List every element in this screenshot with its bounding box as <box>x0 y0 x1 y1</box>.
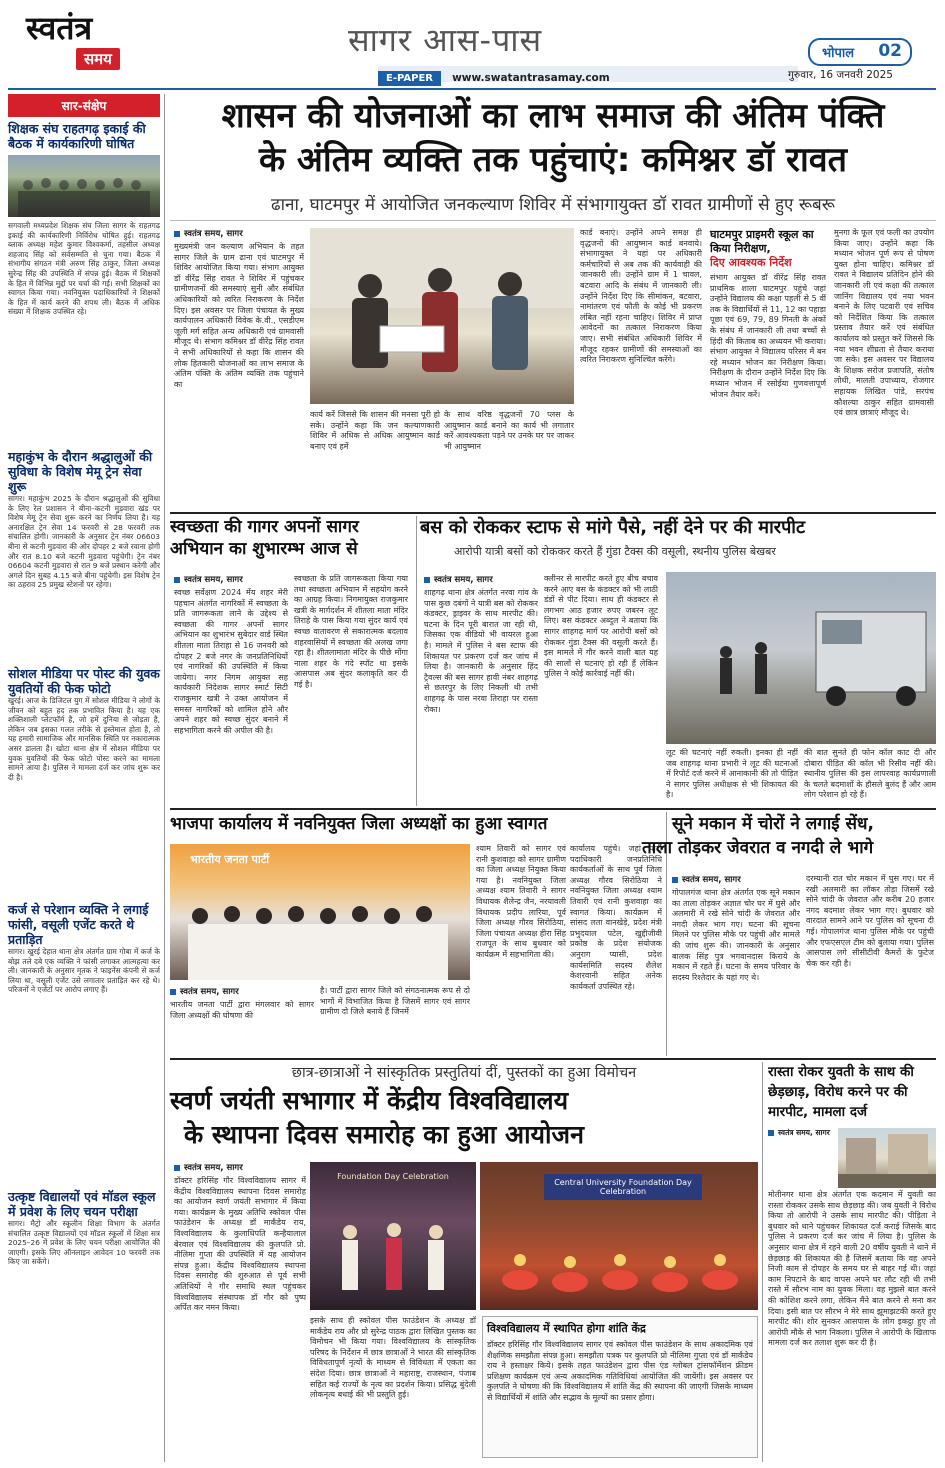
road-col-1: मोतीनगर थाना क्षेत्र अंतर्गत एक कदमान में युवती का रास्ता रोककर उसके साथ छेड़छाड़ की। जब युवती ने विरोध किया तो आरोपी ने उसके साथ मारपीट की। पीड़िता ने बुधवार को थाने पहुंचकर शिकायत दर्ज कराई जिसके बाद पुलिस ने प्रकरण दर्ज कर जांच में लिया है। पुलिस के अनुसार थाना क्षेत्र में रहने वाली 20 वर्षीय युवती ने थाने में छेड़छाड़ की शिकायत की है जिसमें बताया कि वह अपने निजी काम से दोपहर के समय घर से बाहर गई थी। जहां काम निपटाने के बाद वापस अपने घर लौट रही थी तभी रास्ते में सौरभ नाम का युवक मिला। वह मुझसे बात करने की कोशिश करने लगा, लेकिन मैंने बात करने से मना कर दिया। इसी बात पर सौरभ ने मेरे साथ झूमाझटकी करते हुए मारपीट की। शोर सुनकर आसपास के लोग इकट्ठा हुए तो आरोपी मौके से भाग निकला। पुलिस ने आरोपी के खिलाफ मामला दर्ज कर तलाश शुरू कर दी है। <box>768 1190 936 1348</box>
road-byline: स्वतंत्र समय, सागर <box>768 1128 834 1138</box>
road-story <box>768 1062 936 1462</box>
epaper-label: E-PAPER <box>378 71 441 86</box>
group-photo-icon <box>8 155 160 217</box>
swachhata-byline: स्वतंत्र समय, सागर <box>174 574 288 585</box>
lead-headline-line2: के अंतिम व्यक्ति तक पहुंचाएं: कमिश्नर डॉ रावत <box>258 140 848 180</box>
univ-box-body: डॉक्टर हरिसिंह गौर विश्वविद्यालय सागर एवं स्कोवल पीस फाउंडेशन के साथ अकादमिक एवं शैक्षणिक समझौता संपन्न हुआ। समझौता पत्रक पर कुलपति प्रो नीलिमा गुप्ता एवं डॉ मार्कंडेय राय ने हस्ताक्षर किये। इसके तहत फाउंडेशन द्वारा पीस एंड ग्लोबल ट्रांसफॉर्मेशन फ्रीडम प्रशिक्षण कार्यक्रम एवं अन्य अकादमिक गतिविधियां आयोजित की जायेंगी। इस अवसर पर कुलपति ने घोषणा की कि विश्वविद्यालय में शांति केंद्र की स्थापना की जाएगी जिसके माध्यम से विद्यार्थियों में शांति और सद्भाव के मूल्यों का प्रसार होगा। <box>487 1340 753 1402</box>
bjp-col-2: है। पार्टी द्वारा सागर जिले को संगठनात्मक रूप से दो भागों में विभाजित किया है जिसमें सागर एवं सागर ग्रामीण दो जिले बनाये हैं जिनमें <box>320 986 470 1017</box>
bjp-byline: स्वतंत्र समय, सागर <box>170 986 314 997</box>
party-office-photo-icon <box>170 844 470 980</box>
lead-headline-line1: शासन की योजनाओं का लाभ समाज की अंतिम पंक्ति <box>221 96 885 136</box>
brief-headline-5: उत्कृष्ट विद्यालयों एवं मॉडल स्कूल में प्रवेश के लिए चयन परीक्षा <box>8 1189 156 1219</box>
officials-photo-icon <box>310 228 574 404</box>
lead-col-4: कार्ड बनाएं। उन्होंने अपने समक्ष ही वृद्धजनों की आयुष्मान कार्ड बनवाये। संभागायुक्त ने यहां पर अधिकारी कर्मचारियों से अब तक की कार्यवाही की जानकारी ली। उन्होंने ग्राम में 1 चावल, बटवारा आदि के संबंध में जानकारी ली। उन्होंने निर्देश दिए कि सीमांकन, बटवारा, नामांतरण एवं फौती के कोई भी प्रकरण लंबित नहीं रहना चाहिए। शिविर में प्राप्त आवेदनों का तत्काल निराकरण किया जाए। सभी संबंधित अधिकारी शिविर में मौजूद रहकर ग्रामीणों की समस्याओं का त्वरित निराकरण सुनिश्चित करेंगे। <box>580 228 702 365</box>
lead-col-2: कार्य करें जिससे कि शासन की मनसा पूरी हो सके। उन्होंने कहा कि जन कल्याणकारी शिविर में अधिक से अधिक आयुष्मान कार्ड बनाए एवं हमें <box>310 410 440 451</box>
lead-byline: स्वतंत्र समय, सागर <box>174 228 304 239</box>
lead-photo-shivir <box>310 228 574 404</box>
univ-headline-1: स्वर्ण जयंती सभागार में केंद्रीय विश्वविद्यालय <box>170 1086 569 1115</box>
theft-byline: स्वतंत्र समय, सागर <box>672 874 800 885</box>
lead-subhead: ढाना, घाटमपुर में आयोजित जनकल्याण शिविर में संभागायुक्त डॉ रावत ग्रामीणों से हुए रूबरू <box>271 195 835 215</box>
bus-photo <box>666 572 936 744</box>
univ-photo-stage <box>310 1162 476 1310</box>
lead-col-5: संभाग आयुक्त डॉ वीरेंद्र सिंह रावत प्राथमिक शाला घाटमपुर पहुंचे जहां उन्होंने विद्यालय की कक्षा पहली से 5 वीं तक के विद्यार्थियों से 11, 12 का पहाड़ा पूछा एवं 69, 79, 89 गिनती के अंकों के संबंध में जानकारी ली तथा बच्चों से हिंदी की किताब का अध्ययन भी कराया। संभाग आयुक्त ने विद्यालय परिसर में बन रहे मध्यान भोजन का निरीक्षण किया। निरीक्षण के दौरान उन्होंने निर्देश दिए कि मध्यान भोजन में रसोईया गुणवत्तापूर्ण भोजन तैयार करें। <box>710 273 826 399</box>
bjp-photo <box>170 844 470 980</box>
univ-byline: स्वतंत्र समय, सागर <box>174 1162 306 1173</box>
univ-photo-dance <box>480 1162 758 1310</box>
bus-byline: स्वतंत्र समय, सागर <box>424 574 538 585</box>
bus-headline: बस को रोककर स्टाफ से मांगे पैसे, नहीं देने पर की मारपीट <box>420 517 806 538</box>
brief-body-4: सागर। खुरई देहात थाना क्षेत्र अंतर्गत ग्राम गोबा में कर्ज के बोझ तले दबे एक व्यक्ति ने फांसी लगाकर आत्महत्या कर ली। जानकारी के अनुसार मृतक ने फाइनेंस कंपनी से कर्ज लिया था, वसूली एजेंट उसे लगातार प्रताड़ित कर रहे थे। परिजनों ने एजेंटों पर आरोप लगाए हैं। <box>8 947 160 995</box>
bjp-headline: भाजपा कार्यालय में नवनियुक्त जिला अध्यक्षों का हुआ स्वागत <box>170 814 548 834</box>
bjp-col-1: भारतीय जनता पार्टी द्वारा मंगलवार को सागर जिला अध्यक्षों की घोषणा की <box>170 1000 314 1020</box>
university-story <box>170 1062 758 1462</box>
page-number: 02 <box>878 41 902 61</box>
swachhata-col-2: स्वच्छता के प्रति जागरूकता किया गया तथा स्वच्छता अभियान में सहयोग करने का आग्रह किया। निगमायुक्त राजकुमार खत्री के मार्गदर्शन में शीतला माता मंदिर तिराहे के पास किया गया सुंदर कार्य एवं स्वच्छ वातावरण से सकारात्मक बदलाव शहरवासियों में स्वच्छता की अलख जगा रहा है। शीतलामाता मंदिर के पीछे मोंगा नाला शहर के गंदे स्पॉट था इसके आसपास अब सुंदर कलाकृति कर दी गई है। <box>294 574 408 689</box>
bjp-story <box>170 812 662 1056</box>
brief-photo-teachers <box>8 155 160 217</box>
brief-body-1: सगवाली मध्यप्रदेश शिक्षक संघ जिला सागर के राहतगढ़ इकाई की कार्यकारिणी निर्विरोध घोषित हुई। राहतगढ़ ब्लाक अध्यक्ष महेश कुमार विश्वकर्मा, तहसील अध्यक्ष शहजाद सिंह को सर्वसम्मति से चुना गया। बैठक में संभागीय संगठन मंत्री अरुण सिंह ठाकुर, जिला अध्यक्ष सुरेन्द्र सिंह की उपस्थिति में संपन्न हुई। बैठक में शिक्षकों के हित में विभिन्न मुद्दों पर चर्चा की गई। सभी शिक्षकों का स्वागत किया गया। नवनियुक्त पदाधिकारियों ने शिक्षकों के हित में कार्य करने की शपथ ली। बैठक में अधिक संख्या में शिक्षक उपस्थित रहे। <box>8 221 160 317</box>
univ-kicker: छात्र-छात्राओं ने सांस्कृतिक प्रस्तुतियां दीं, पुस्तकों का हुआ विमोचन <box>291 1065 637 1081</box>
logo <box>26 10 156 76</box>
theft-story <box>642 812 936 1056</box>
univ-dance-banner: Central University Foundation Day Celebration <box>544 1174 702 1200</box>
theft-col-1: गोपालगंज थाना क्षेत्र अंतर्गत एक सूने मकान का ताला तोड़कर अज्ञात चोर घर में घुसे और अलमारी में रखे सोने चांदी के जेवरात और नगदी लेकर भाग गए। घटना की सूचना मिलने पर पुलिस मौके पर पहुंची और मामले की जांच शुरू की। जानकारी के अनुसार बालक सिंह पुत्र भगवानदास किराये के मकान में रहते हैं। घटना के समय परिवार के सदस्य रिश्तेदार के यहां गए थे। <box>672 888 800 982</box>
epaper-bar <box>378 66 798 82</box>
bjp-col-3: श्याम तिवारी को सागर एवं रानी कुशवाहा को सागर ग्रामीण का जिला अध्यक्ष नियुक्त किया गया है। नवनियुक्त जिला अध्यक्ष श्याम तिवारी ने सागर विधायक शैलेन्द्र जैन, नरयावली विधायक प्रदीप लारिया, पूर्व जिला अध्यक्ष गौरव सिरोठिया, जिला पंचायत अध्यक्ष हीरा सिंह राजपूत के साथ बुधवार को कार्यक्रम में सहभागिता की। <box>476 844 566 959</box>
univ-col-2: इसके साथ ही स्कोवल पीस फाउंडेशन के अध्यक्ष डॉ मार्कंडेय राय और प्रो सुरेन्द्र पाठक द्वारा लिखित पुस्तक का विमोचन भी किया गया। विश्वविद्यालय के सांस्कृतिक परिषद के निर्देशन में छात्र छात्राओं ने भारत की सांस्कृतिक विविधतापूर्ण नृत्यों के माध्यम से विविधता में एकता का संदेश दिया। छात्र छात्राओं ने महाराष्ट्र, राजस्थान, पंजाब सहित कई राज्यों के नृत्य का प्रदर्शन किया। प्रसिद्ध बुंदेली लोकनृत्य बधाई की भी प्रस्तुति हुई। <box>310 1316 476 1400</box>
theft-headline-1: सूने मकान में चोरों ने लगाई सेंध, <box>672 814 874 834</box>
brief-body-2: सागर। महाकुंभ 2025 के दौरान श्रद्धालुओं की सुविधा के लिए रेल प्रशासन ने बीना–कटनी मुड़वारा खंड पर विशेष मेमू ट्रेन सेवा शुरू करने का निर्णय लिया है। यह अनारक्षित ट्रेन सेवा 14 फरवरी से 28 फरवरी तक संचालित होगी। जानकारी के अनुसार ट्रेन नंबर 06603 बीना से कटनी मुड़वारा की ओर दोपहर 2 बजे रवाना होगी और रात 8.10 बजे कटनी मुड़वारा पहुंचेगी। ट्रेन नंबर 06604 कटनी मुड़वारा से रात 9 बजे प्रस्थान करेगी और अगले दिन सुबह 4.15 बजे बीना पहुंचेगी। इस विशेष ट्रेन का ठहराव 25 प्रमुख स्टेशनों पर रहेगा। <box>8 494 160 590</box>
lead-col-6: मुनगा के फूल एवं फली का उपयोग किया जाए। उन्होंने कहा कि मध्यान भोजन पूर्ण रूप से पोषण युक्त होना चाहिए। कमिश्नर डॉ रावत ने विद्यालय प्रतिदिन होने की जानकारी ली एवं कक्षा की तत्काल जानिंग विद्यालय एवं नया भवन बनाने के लिए पटवारी एवं सचिव को निर्देशित किया कि तत्काल प्रस्ताव तैयार करें एवं संबंधित कार्यालय को प्रस्तुत करें जिससे कि नया भवन शीघ्रता से तैयार कराया जा सके। इस अवसर पर विद्यालय के शिक्षक सरोज प्रजापति, संतोष लोधी, मालती उपाध्याय, रोजगार सहायक लिखित पांडे, सरपंच कौशल्या ठाकुर सहित ग्रामवासी एवं छात्र छात्राएं मौजूद थे। <box>834 228 934 418</box>
site-url[interactable]: www.swatantrasamay.com <box>452 72 610 84</box>
brief-headline-3: सोशल मीडिया पर पोस्ट की युवक युवतियों की फेक फोटो <box>8 666 160 696</box>
brief-headline-4: कर्ज से परेशान व्यक्ति ने लगाई फांसी, वसूली एजेंट करते थे प्रताड़ित <box>8 902 149 947</box>
issue-date: गुरुवार, 16 जनवरी 2025 <box>788 69 893 81</box>
bus-col-3: लूट की घटनाएं नहीं रुकती। इनका ही नहीं जब शाहगढ़ थाना प्रभारी ने लूट की घटनाओं में रिपोर्ट दर्ज करने में आनाकानी की तो पीड़ित ने सागर पुलिस अधीक्षक से भी शिकायत की है। <box>666 748 798 800</box>
bus-story <box>420 516 936 806</box>
section-title: सागर आस-पास <box>348 21 543 59</box>
swachhata-col-1: स्वच्छ सर्वेक्षण 2024 मेंय शहर मेरी पहचान अंतर्गत नागरिकों में स्वच्छता के प्रति जागरूकता लाने के उद्देश्य से स्वच्छता की गागर अपनों सागर अभियान का शुभारंभ सुबेदार वार्ड स्थित शीतला माता तिराहा से 16 जनवरी को दोपहर 2 बजे नगर के जनप्रतिनिधियों एवं नागरिकों की उपस्थिति में किया जायेगा। नगर निगम आयुक्त सह कार्यकारी निदेशक सागर स्मार्ट सिटी राजकुमार खत्री ने उक्त आयोजन में समस्त नागरिकों को शामिल होने और अपने शहर को स्वच्छ सुंदर बनाने में सहभागिता करने की अपील की है। <box>174 588 288 735</box>
univ-box-headline: विश्वविद्यालय में स्थापित होगा शांति केंद्र <box>487 1322 646 1335</box>
bus-col-2: क्लीनर से मारपीट करते हुए बीच बचाव करने आए बस के कंडक्टर को भी लाठी डंडों से पीट दिया। साथ ही कंडक्टर से लगभग आठ हजार रुपए जबरन लूट लिए। बस कंडक्टर अब्दुल ने बताया कि सागर शाहगढ़ मार्ग पर आरोपी बसों को रोककर गुंडा टैक्स की वसूली करते हैं। इस मामले में गौर करने वाली बात यह की सालों से घटनाएं हो रही हैं लेकिन पुलिस ने कोई कार्रवाई नहीं की। <box>544 574 658 679</box>
sidebar-label: सार-संक्षेप <box>8 94 160 117</box>
lead-col-1: मुख्यमंत्री जन कल्याण अभियान के तहत सागर जिले के ग्राम ढाना एवं घाटमपुर में शिविर आयोजित किया गया। संभाग आयुक्त डॉ वीरेंद्र सिंह रावत ने शिविर में पहुंचकर ग्रामीणजनों की समस्याएं सुनी और संबंधित अधिकारियों को त्वरित निराकरण के निर्देश दिए। इस अवसर पर जिला पंचायत के मुख्य कार्यपालन अधिकारी विवेक के.वी., एसडीएम जूली मर्ग सहित अन्य अधिकारी एवं ग्रामवासी मौजूद थे। संभाग कमिश्नर डॉ वीरेंद्र सिंह रावत ने सभी अधिकारियों से कहा कि शासन की लोक हितकारी योजनाओं का लाभ समाज के अंतिम पंक्ति के अंतिम व्यक्ति तक पहुंचाने का <box>174 242 304 389</box>
univ-stage-banner: Foundation Day Celebration <box>337 1172 449 1181</box>
lead-col-3: के साथ वरिष्ठ वृद्धजनों 70 प्लस के आयुष्मान कार्ड बनाने का कार्य भी लगातार करें आवश्यकता पड़ने पर उनके घर पर जाकर भी आयुष्मान <box>444 410 574 451</box>
univ-headline-2: के स्थापना दिवस समारोह का हुआ आयोजन <box>184 1120 584 1149</box>
edition-city: भोपाल <box>822 46 855 61</box>
brief-headline-1: शिक्षक संघ राहतगढ़ इकाई की बैठक में कार्यकारिणी घोषित <box>8 121 146 151</box>
univ-col-1: डॉक्टर हरिसिंह गौर विश्वविद्यालय सागर में केंद्रीय विश्वविद्यालय स्थापना दिवस समारोह का आयोजन स्वर्ण जयंती सभागार में किया गया। कार्यक्रम के मुख्य अतिथि स्कोवल पीस फाउंडेशन के अध्यक्ष डॉ मार्कंडेय राय, विश्वविद्यालय के कुलाधिपति कन्हैयालाल बेरवाल एवं विश्वविद्यालय की कुलपति प्रो. नीलिमा गुप्ता की उपस्थिति में यह आयोजन संपन्न हुआ। केंद्रीय विश्वविद्यालय स्थापना दिवस समारोह की शुरुआत से पूर्व सभी अतिथियों ने गौर समाधि स्थल पहुंचकर विश्वविद्यालय संस्थापक डॉ गौर को पुष्प अर्पित कर नमन किया। <box>174 1176 306 1313</box>
lead-box-headline-1: घाटमपुर प्राइमरी स्कूल का किया निरीक्षण, <box>710 228 814 255</box>
bjp-banner-text: भारतीय जनता पार्टी <box>190 853 270 866</box>
swachhata-story <box>170 516 412 806</box>
brief-body-5: सागर। मैट्रो और स्कूलीन शिक्षा विभाग के अंतर्गत संचालित उत्कृष्ट विद्यालयों एवं मॉडल स्कूलों में शिक्षा सत्र 2025–26 में प्रवेश के लिए चयन परीक्षा आयोजित की जाएगी। इसके लिए ऑनलाइन आवेदन 10 फरवरी तक किए जा सकेंगे। <box>8 1219 160 1267</box>
edition-badge <box>808 38 912 66</box>
sidebar <box>8 94 160 1462</box>
stage-dignitaries-photo-icon <box>310 1162 476 1310</box>
bus-subhead: आरोपी यात्री बसों को रोककर करते हैं गुंडा टैक्स की वसूली, स्थनीय पुलिस बेखबर <box>454 545 776 558</box>
cultural-dance-photo-icon <box>480 1162 758 1310</box>
logo-bottom: समय <box>76 48 120 70</box>
swachhata-headline: स्वच्छता की गागर अपनों सागर अभियान का शुभारम्भ आज से <box>170 517 359 559</box>
bjp-col-4: कार्यालय पहुंचे। जहां पार्टी पदाधिकारी जनप्रतिनिधि कार्यकर्ताओं के साथ पूर्व जिला अध्यक्ष गौरव सिरोठिया ने नवनियुक्त जिला अध्यक्ष श्याम तिवारी एवं रानी कुशवाहा का स्वागत किया। कार्यक्रम में सांसद लता वानखेड़े, प्रदेश मंत्री प्रभुदयाल पटेल, खुद्दीजीवी प्रकोष्ठ के प्रदेश संयोजक अनुराग प्यासी, प्रदेश कार्यसमिति सदस्य शैलेश केशरवानी सहित अनेक कार्यकर्ता उपस्थित रहे। <box>570 844 662 991</box>
theft-headline-2: ताला तोड़कर जेवरात व नगदी ले भागे <box>642 838 874 858</box>
brief-headline-2: महाकुंभ के दौरान श्रद्धालुओं की सुविधा के विशेष मेमू ट्रेन सेवा शुरू <box>8 449 153 494</box>
logo-top: स्वतंत्र <box>26 9 93 47</box>
theft-col-2: दरम्यानी रात चोर मकान में घुस गए। घर में रखी अलमारी का लॉकर तोड़ा जिसमें रखे सोने चांदी के जेवरात और करीब 20 हजार नगद बदमाश लेकर भाग गए। बुधवार को वारदात सामने आने पर पुलिस को सूचना दी गई। गोपालगंज थाना पुलिस मौके पर पहुंची और एफएसएल टीम को बुलाया गया। पुलिस आसपास लगे सीसीटीवी कैमरों के फुटेज चेक कर रही है। <box>806 874 934 968</box>
brief-body-3: खुरई। आज के डिजिटल युग में सोशल मीडिया ने लोगों के जीवन को बहुत हद तक प्रभावित किया है। यह एक शक्तिशाली प्लेटफॉर्म है, जो हमें दुनिया से जोड़ता है, लेकिन जब इसका गलत तरीके से इस्तेमाल होता है, तो यह हमारी सामाजिक और मानसिक स्थिति पर नकारात्मक असर डालता है। खोटा थाना क्षेत्र में सोशल मीडिया पर युवक युवतियों की फेक फोटो पोस्ट करने का मामला सामने आया है। पुलिस ने मामला दर्ज कर जांच शुरू कर दी है। <box>8 696 160 782</box>
lead-story <box>170 94 936 512</box>
masthead <box>0 0 945 86</box>
bus-col-1: शाहगढ़ थाना क्षेत्र अंतर्गत नरवा गांव के पास कुछ दबंगों ने यात्री बस को रोककर कंडक्टर, ड्राइवर के साथ मारपीट की। घटना के दिन पूरी बारात जा रही थी, जिसका एक वीडियो भी वायरल हुआ है। मामले में पुलिस ने बस स्टाफ की शिकायत पर प्रकरण दर्ज कर जांच में लिया है। जानकारी के अनुसार हिंद ट्रैवल्स की बस सागर हावी नंबर शाहगढ़ से छतरपुर के लिए निकली थी तभी शाहगढ़ के पास नरवा तिराहा पर रास्ता रोका। <box>424 588 538 714</box>
bus-col-4: की बात सुनते ही फोन कॉल काट दी और दोबारा पीड़ित की कॉल भी रिसीव नहीं की। स्थानीय पुलिस की इस लापरवाह कार्यप्रणाली के चलते बदमाशों के हौसले बुलंद हैं और आम लोग परेशान हो रहे हैं। <box>804 748 936 800</box>
road-headline: रास्ता रोकर युवती के साथ की छेड़छाड़, विरोध करने पर की मारपीट, मामला दर्ज <box>768 1064 914 1120</box>
bus-road-photo-icon <box>666 572 936 744</box>
lead-box-headline-2: दिए आवश्यक निर्देश <box>710 256 792 269</box>
